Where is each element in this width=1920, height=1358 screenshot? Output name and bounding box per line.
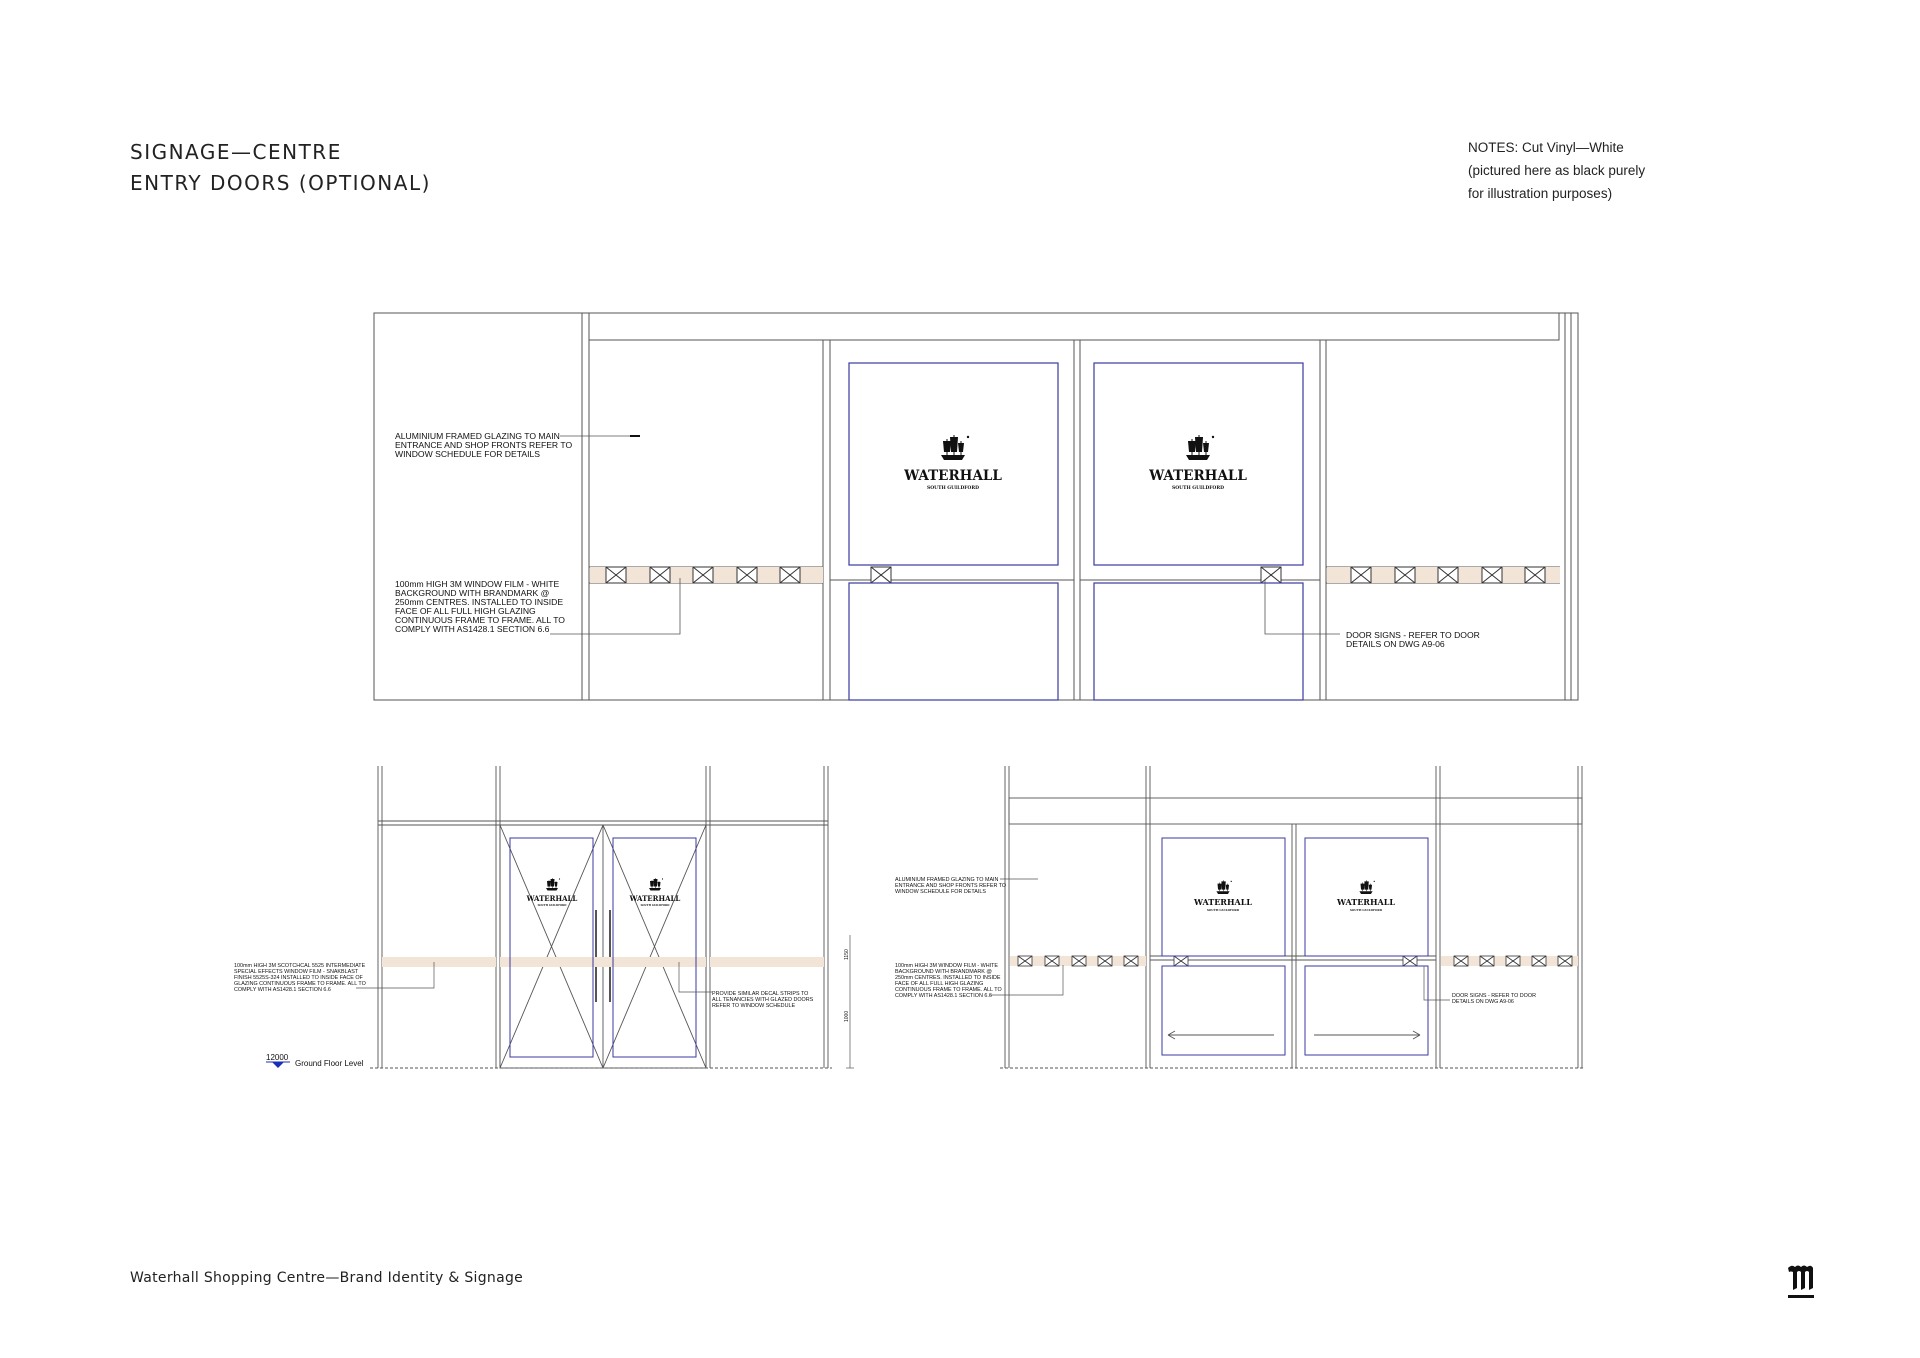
top-film-note-2: BACKGROUND WITH BRANDMARK @ (395, 588, 550, 598)
top-film-strips (590, 567, 1560, 583)
bl-film-note-3: FINISH 5525S-324 INSTALLED TO INSIDE FACE OF (234, 975, 363, 981)
top-leaders (550, 436, 1340, 634)
top-glazing-note-1: ALUMINIUM FRAMED GLAZING TO MAIN (395, 431, 560, 441)
brand-name: WATERHALL (1194, 897, 1252, 907)
top-film-note-4: FACE OF ALL FULL HIGH GLAZING (395, 606, 536, 616)
notes-line-3: for illustration purposes) (1468, 186, 1613, 201)
bottom-left-film (382, 957, 824, 967)
br-glazing-note-3: WINDOW SCHEDULE FOR DETAILS (895, 889, 986, 895)
top-door-signs (903, 435, 1247, 491)
bottom-right-film (1010, 956, 1578, 966)
top-glazing-note-2: ENTRANCE AND SHOP FRONTS REFER TO (395, 440, 573, 450)
title-line-2: ENTRY DOORS (OPTIONAL) (130, 171, 431, 195)
level-value: 12000 (266, 1053, 289, 1062)
bl-film-note-4: GLAZING CONTINUOUS FRAME TO FRAME. ALL TO (234, 981, 366, 987)
bl-film-note-1: 100mm HIGH 3M SCOTCHCAL 5525 INTERMEDIATE (234, 963, 366, 969)
top-notes (395, 431, 1480, 649)
brand-name: WATERHALL (1337, 897, 1395, 907)
top-door-signs-note-2: DETAILS ON DWG A9-06 (1346, 639, 1445, 649)
br-film-note-6: COMPLY WITH AS1428.1 SECTION 6.6 (895, 993, 992, 999)
dim-top: 1150 (844, 949, 850, 960)
br-film-note-3: 250mm CENTRES. INSTALLED TO INSIDE (895, 975, 1001, 981)
footer-text: Waterhall Shopping Centre—Brand Identity & Signage (130, 1270, 524, 1286)
top-film-note-1: 100mm HIGH 3M WINDOW FILM - WHITE (395, 579, 560, 589)
m-logo-icon (1786, 1262, 1816, 1300)
bl-film-note-5: COMPLY WITH AS1428.1 SECTION 6.6 (234, 987, 331, 993)
bl-decal-note-3: REFER TO WINDOW SCHEDULE (712, 1003, 796, 1009)
br-door-signs-note-1: DOOR SIGNS - REFER TO DOOR (1452, 993, 1536, 999)
top-film-note-6: COMPLY WITH AS1428.1 SECTION 6.6 (395, 624, 550, 634)
top-glazing-note-3: WINDOW SCHEDULE FOR DETAILS (395, 449, 540, 459)
brand-name: WATERHALL (1149, 468, 1247, 484)
br-film-note-4: FACE OF ALL FULL HIGH GLAZING (895, 981, 984, 987)
brand-sub: SOUTH GUILDFORD (537, 904, 567, 907)
brand-name: WATERHALL (526, 894, 578, 903)
bottom-right-signs (1193, 880, 1395, 912)
br-film-note-2: BACKGROUND WITH BRANDMARK @ (895, 969, 992, 975)
brand-name: WATERHALL (629, 894, 681, 903)
dim-height: 1000 (844, 1010, 850, 1022)
bottom-right-doors (1162, 838, 1428, 1055)
br-glazing-note-1: ALUMINIUM FRAMED GLAZING TO MAIN (895, 877, 999, 883)
br-film-note-1: 100mm HIGH 3M WINDOW FILM - WHITE (895, 963, 999, 969)
brand-sub: SOUTH GUILDFORD (1172, 486, 1224, 491)
br-door-signs-note-2: DETAILS ON DWG A9-06 (1452, 999, 1514, 1005)
notes-line-1: NOTES: Cut Vinyl—White (1468, 140, 1624, 155)
brand-name: WATERHALL (904, 468, 1002, 484)
title-line-1: SIGNAGE—CENTRE (130, 140, 342, 164)
top-door-signs-note-1: DOOR SIGNS - REFER TO DOOR (1346, 630, 1480, 640)
top-doors (849, 363, 1303, 700)
top-film-note-5: CONTINUOUS FRAME TO FRAME. ALL TO (395, 615, 565, 625)
level-triangle-icon (272, 1062, 284, 1068)
top-film-note-3: 250mm CENTRES. INSTALLED TO INSIDE (395, 597, 564, 607)
notes-line-2: (pictured here as black purely (1468, 163, 1646, 178)
brand-sub: SOUTH GUILDFORD (640, 904, 670, 907)
brand-sub: SOUTH GUILDFORD (927, 486, 979, 491)
bottom-left-elevation (370, 766, 832, 1068)
level-marker (266, 1053, 364, 1068)
brand-sub: SOUTH GUILDFORD (1349, 908, 1383, 912)
br-glazing-note-2: ENTRANCE AND SHOP FRONTS REFER TO (895, 883, 1007, 889)
bottom-right-elevation (1000, 766, 1585, 1068)
bl-film-note-2: SPECIAL EFFECTS WINDOW FILM - SNAKBLAST (234, 969, 359, 975)
br-film-note-5: CONTINUOUS FRAME TO FRAME. ALL TO (895, 987, 1002, 993)
level-label: Ground Floor Level (295, 1059, 364, 1068)
brand-sub: SOUTH GUILDFORD (1206, 908, 1240, 912)
bl-decal-note-2: ALL TENANCIES WITH GLAZED DOORS (712, 997, 814, 1003)
bl-decal-note-1: PROVIDE SIMILAR DECAL STRIPS TO (712, 991, 809, 997)
